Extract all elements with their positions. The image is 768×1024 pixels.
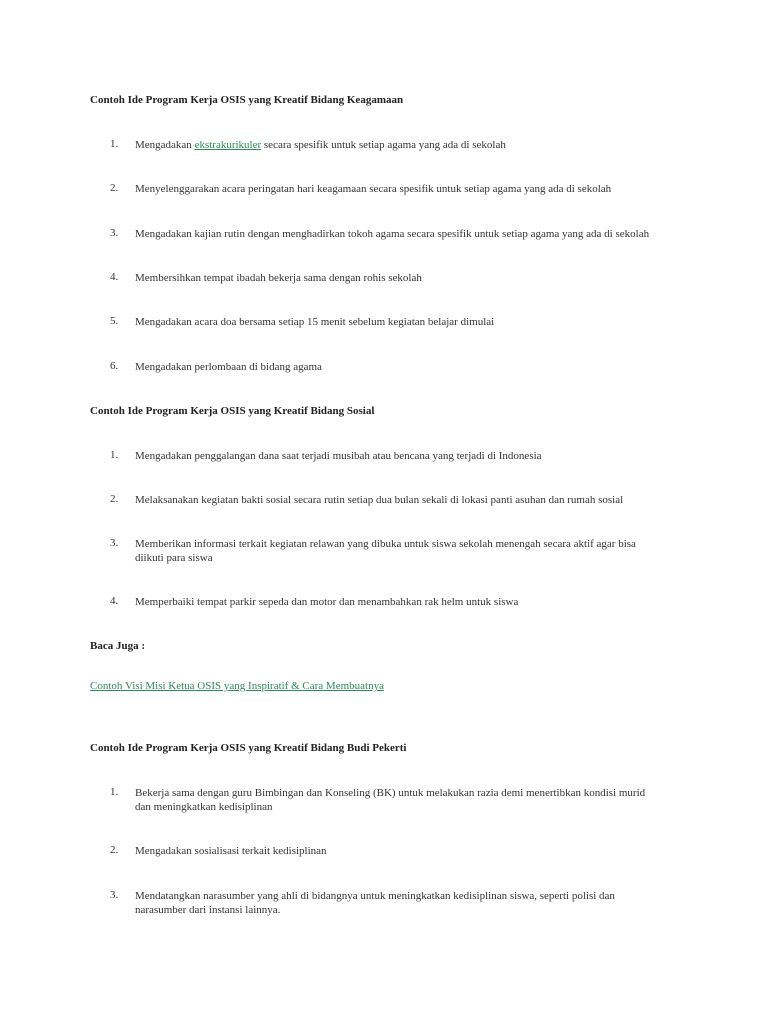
list-number: 4. [110, 271, 119, 283]
baca-juga-label: Baca Juga : [90, 640, 145, 652]
list-text: Mengadakan perlombaan di bidang agama [135, 361, 322, 373]
list-text: Menyelenggarakan acara peringatan hari keagamaan secara spesifik untuk setiap agama yang ada di sekolah [135, 183, 612, 195]
list-number: 2. [110, 182, 119, 194]
list-number: 2. [110, 844, 119, 856]
list-text: Mengadakan sosialisasi terkait kedisiplinan [135, 845, 327, 857]
list-number: 2. [110, 493, 119, 505]
list-text [135, 138, 665, 152]
related-article-link[interactable]: Contoh Visi Misi Ketua OSIS yang Inspiratif & Cara Membuatnya [90, 680, 384, 692]
list-text: Memperbaiki tempat parkir sepeda dan motor dan menambahkan rak helm untuk siswa [135, 596, 519, 608]
list-text: Mendatangkan narasumber yang ahli di bidangnya untuk meningkatkan kedisiplinan siswa, seperti polisi dan narasumber dari instansi lainnya. [135, 890, 615, 916]
section-heading-budi-pekerti: Contoh Ide Program Kerja OSIS yang Kreatif Bidang Budi Pekerti [90, 742, 407, 754]
list-number: 3. [110, 227, 119, 239]
list-text: Mengadakan kajian rutin dengan menghadirkan tokoh agama secara spesifik untuk setiap agama yang ada di sekolah [135, 228, 650, 240]
list-text: Mengadakan acara doa bersama setiap 15 menit sebelum kegiatan belajar dimulai [135, 316, 495, 328]
list-text: Memberikan informasi terkait kegiatan relawan yang dibuka untuk siswa sekolah menengah secara aktif agar bisa diikuti para siswa [135, 538, 636, 564]
list-number: 3. [110, 889, 119, 901]
text-fragment: Mengadakan [135, 139, 195, 151]
list-text: Mengadakan penggalangan dana saat terjadi musibah atau bencana yang terjadi di Indonesia [135, 450, 542, 462]
list-text: Bekerja sama dengan guru Bimbingan dan Konseling (BK) untuk melakukan razia demi menertibkan kondisi murid dan meningkatkan kedisiplinan [135, 787, 646, 813]
list-text: Membersihkan tempat ibadah bekerja sama dengan rohis sekolah [135, 272, 422, 284]
list-text: Melaksanakan kegiatan bakti sosial secara rutin setiap dua bulan sekali di lokasi panti asuhan dan rumah sosial [135, 494, 624, 506]
list-number: 4. [110, 595, 119, 607]
text-fragment: secara spesifik untuk setiap agama yang ada di sekolah [261, 139, 506, 151]
list-number: 1. [110, 138, 119, 150]
list-number: 5. [110, 315, 119, 327]
section-heading-keagamaan: Contoh Ide Program Kerja OSIS yang Kreatif Bidang Keagamaan [90, 94, 404, 106]
list-number: 1. [110, 786, 119, 798]
section-heading-sosial: Contoh Ide Program Kerja OSIS yang Kreatif Bidang Sosial [90, 405, 375, 417]
ekstrakurikuler-link[interactable]: ekstrakurikuler [194, 139, 262, 151]
list-number: 6. [110, 360, 119, 372]
list-number: 3. [110, 537, 119, 549]
baca-juga-paragraph [90, 680, 384, 692]
list-number: 1. [110, 449, 119, 461]
